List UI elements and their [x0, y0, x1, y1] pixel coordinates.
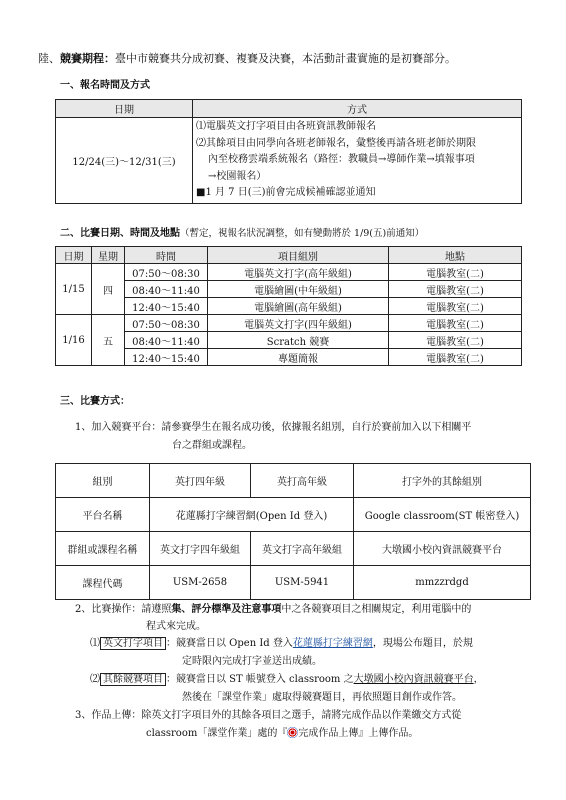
heading-text: 臺中市競賽共分成初賽、複賽及決賽，本活動計畫實施的是初賽部分。: [115, 52, 456, 65]
item1-number: 1、: [75, 422, 92, 433]
schedule-header: 地點: [389, 247, 522, 264]
item2-bold: 集、評分標準及注意事項: [171, 604, 282, 615]
schedule-item: 電腦英文打字(四年級組): [208, 315, 389, 332]
platform-name: 花蓮縣打字練習網(Open Id 登入): [150, 498, 354, 532]
sub2-box: 其餘競賽項目: [100, 673, 166, 686]
group-name: 英文打字四年級組: [150, 532, 251, 566]
table-row: [56, 315, 522, 332]
typing-site-link[interactable]: 花蓮縣打字練習網: [292, 638, 373, 649]
table-row: [56, 298, 522, 315]
group-name: 英文打字高年級組: [251, 532, 354, 566]
method-line: →校園報名）: [208, 170, 267, 182]
item2-line1: [75, 600, 471, 615]
schedule-header: 時間: [125, 247, 208, 264]
course-code: USM-2658: [150, 566, 251, 600]
registration-date: 12/24(三)～12/31(三): [56, 118, 193, 204]
item3-line2: [146, 724, 418, 739]
item2-pre: 比賽操作：請遵照: [91, 604, 172, 615]
item3-number: 3、: [75, 710, 92, 721]
section2-heading: [60, 224, 424, 239]
schedule-place: 電腦教室(二): [389, 315, 522, 332]
group-name: 大墩國小校內資訊競賽平台: [354, 532, 531, 566]
section-heading: [38, 50, 456, 66]
platform-header: 英打四年級: [150, 464, 251, 498]
schedule-item: Scratch 競賽: [208, 332, 389, 349]
schedule-time: 07:50～08:30: [125, 264, 208, 281]
platform-header: 英打高年級: [251, 464, 354, 498]
table-row: [56, 498, 531, 532]
schedule-time: 12:40～15:40: [125, 298, 208, 315]
sub1-post: ，現場公布題目，於規: [372, 638, 473, 649]
table-row: [56, 349, 522, 366]
schedule-header: 星期: [92, 247, 125, 264]
schedule-weekday: 四: [92, 264, 125, 315]
registration-method: [193, 118, 522, 204]
platform-header: 打字外的其餘組別: [354, 464, 531, 498]
row-label: 群組或課程名稱: [56, 532, 150, 566]
course-code: USM-5941: [251, 566, 354, 600]
section2-note: （暫定，視報名狀況調整，如有變動將於 1/9(五)前通知）: [180, 228, 425, 239]
platform-name: Google classroom(ST 帳密登入): [354, 498, 531, 532]
method-line: ■1 月 7 日(三)前會完成候補確認並通知: [196, 187, 376, 199]
schedule-time: 07:50～08:30: [125, 315, 208, 332]
table-row: [56, 264, 522, 281]
section2-title: 二、比賽日期、時間及地點: [60, 228, 180, 239]
schedule-place: 電腦教室(二): [389, 281, 522, 298]
item1-line2: 台之群組或課程。: [172, 440, 252, 451]
schedule-header: 日期: [56, 247, 92, 264]
item2-number: 2、: [75, 604, 92, 615]
item3-pre: classroom「課堂作業」處的『: [146, 728, 288, 739]
registration-table: [55, 99, 522, 204]
schedule-date: 1/15: [56, 264, 92, 315]
section1-title: 一、報名時間及方式: [60, 80, 150, 91]
schedule-time: 12:40～15:40: [125, 349, 208, 366]
schedule-time: 08:40～11:40: [125, 281, 208, 298]
col-method-header: 方式: [193, 100, 522, 118]
sub1-number: ⑴: [90, 638, 100, 649]
section3-title: 三、比賽方式：: [60, 396, 130, 407]
item3-text: 作品上傳：除英文打字項目外的其餘各項目之選手，請將完成作品以作業繳交方式從: [91, 710, 462, 721]
schedule-item: 專題簡報: [208, 349, 389, 366]
schedule-weekday: 五: [92, 315, 125, 366]
schedule-time: 08:40～11:40: [125, 332, 208, 349]
table-row: [56, 566, 531, 600]
row-label: 課程代碼: [56, 566, 150, 600]
sub2-post: ，: [473, 674, 484, 685]
item3-post: 完成作品上傳』上傳作品。: [298, 728, 419, 739]
schedule-item: 電腦繪圖(高年級組): [208, 298, 389, 315]
sub2-pre: ：競賽當日以 ST 帳號登入 classroom 之: [166, 674, 354, 685]
item1-text: 加入競賽平台：請參賽學生在報名成功後，依據報名組別，自行於賽前加入以下相關平: [91, 422, 472, 433]
method-line: 內至校務雲端系統報名（路徑：教職員→導師作業→填報事項: [208, 154, 475, 166]
schedule-item: 電腦英文打字(高年級組): [208, 264, 389, 281]
sub2-platform: 大墩國小校內資訊競賽平台: [353, 674, 474, 685]
sub1-box: 英文打字項目: [100, 637, 166, 650]
sub1-pre: ：競賽當日以 Open Id 登入: [166, 638, 293, 649]
item2-line2: 程式來完成。: [146, 621, 206, 632]
row-label: 平台名稱: [56, 498, 150, 532]
method-line: ⑵其餘項目由同學向各班老師報名，彙整後再請各班老師於期限: [196, 137, 476, 149]
sub2-line1: [90, 670, 484, 685]
heading-title: 競賽期程：: [60, 52, 115, 65]
item2-post: 中之各競賽項目之相關規定，利用電腦中的: [281, 604, 472, 615]
sub1-line1: [90, 634, 473, 649]
platform-header: 組別: [56, 464, 150, 498]
schedule-place: 電腦教室(二): [389, 264, 522, 281]
schedule-item: 電腦繪圖(中年級組): [208, 281, 389, 298]
schedule-place: 電腦教室(二): [389, 332, 522, 349]
sub1-line2: 定時限內完成打字並送出成績。: [182, 656, 322, 667]
table-row: [56, 532, 531, 566]
col-date-header: 日期: [56, 100, 193, 118]
schedule-place: 電腦教室(二): [389, 349, 522, 366]
target-icon: [287, 727, 298, 738]
platform-table: [55, 463, 531, 600]
heading-number: 陸、: [38, 52, 60, 65]
schedule-place: 電腦教室(二): [389, 298, 522, 315]
table-row: [56, 281, 522, 298]
schedule-table: [55, 246, 522, 366]
item1-line1: [75, 418, 471, 433]
schedule-date: 1/16: [56, 315, 92, 366]
item3-line1: [75, 706, 461, 721]
sub2-line2: 然後在「課堂作業」處取得競賽題目，再依照題目創作或作答。: [182, 692, 462, 703]
method-line: ⑴電腦英文打字項目由各班資訊教師報名: [196, 121, 376, 133]
schedule-header: 項目組別: [208, 247, 389, 264]
table-row: [56, 332, 522, 349]
course-code: mmzzrdgd: [354, 566, 531, 600]
sub2-number: ⑵: [90, 674, 100, 685]
